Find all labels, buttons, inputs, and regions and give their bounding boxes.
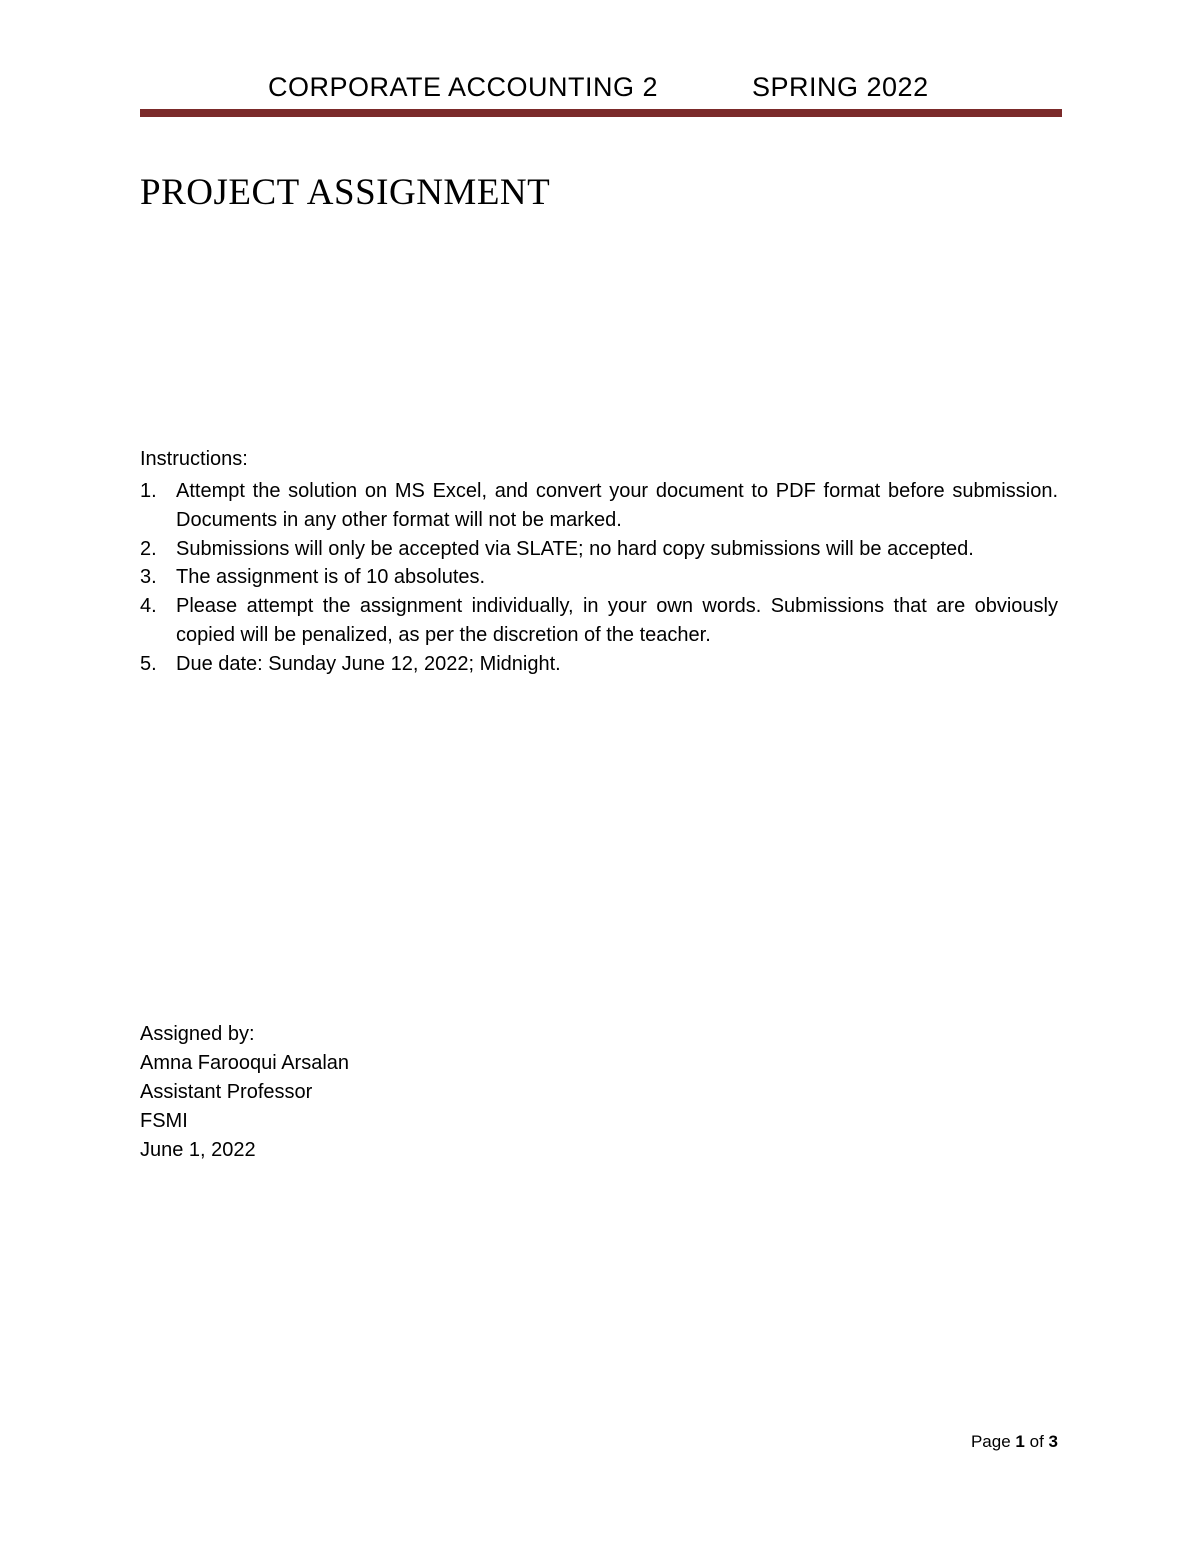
instruction-item [140, 592, 1058, 650]
page-word: Page [970, 1432, 1011, 1451]
page-header [140, 72, 1062, 120]
author-name: Amna Farooqui Arsalan [140, 1052, 350, 1074]
assigned-date: June 1, 2022 [140, 1139, 256, 1161]
header-term: SPRING 2022 [752, 72, 929, 102]
instruction-number: 5. [140, 652, 157, 675]
instruction-text: Due date: Sunday June 12, 2022; Midnight. [176, 652, 561, 675]
instruction-number: 1. [140, 480, 157, 502]
instruction-text: Submissions will only be accepted via SLATE; no hard copy submissions will be accepted. [176, 537, 974, 560]
instructions-list [140, 477, 1058, 679]
document-title: PROJECT ASSIGNMENT [140, 172, 551, 213]
header-divider [140, 109, 1062, 117]
page-number [971, 1432, 1058, 1452]
instruction-text: Attempt the solution on MS Excel, and convert your document to PDF format before submission. Documents in any other format will not be marked. [176, 480, 1058, 531]
assigned-by-label: Assigned by: [140, 1023, 255, 1045]
instruction-text: The assignment is of 10 absolutes. [176, 566, 486, 589]
header-course-title: CORPORATE ACCOUNTING 2 [268, 72, 659, 102]
instruction-item [140, 477, 1058, 535]
author-department: FSMI [140, 1110, 188, 1132]
instruction-item [140, 535, 1058, 564]
instruction-number: 3. [140, 566, 157, 589]
instructions-heading: Instructions: [140, 448, 248, 470]
instruction-number: 2. [140, 537, 157, 560]
signature-block [140, 1020, 349, 1165]
total-pages: 3 [1048, 1432, 1058, 1451]
instruction-item [140, 563, 1058, 592]
instruction-item [140, 650, 1058, 679]
instruction-number: 4. [140, 595, 157, 618]
current-page: 1 [1015, 1432, 1025, 1451]
of-word: of [1029, 1432, 1044, 1451]
author-position: Assistant Professor [140, 1081, 313, 1103]
instruction-text: Please attempt the assignment individually, in your own words. Submissions that are obviously copied will be penalized, as per the discretion of the teacher. [176, 595, 1058, 646]
